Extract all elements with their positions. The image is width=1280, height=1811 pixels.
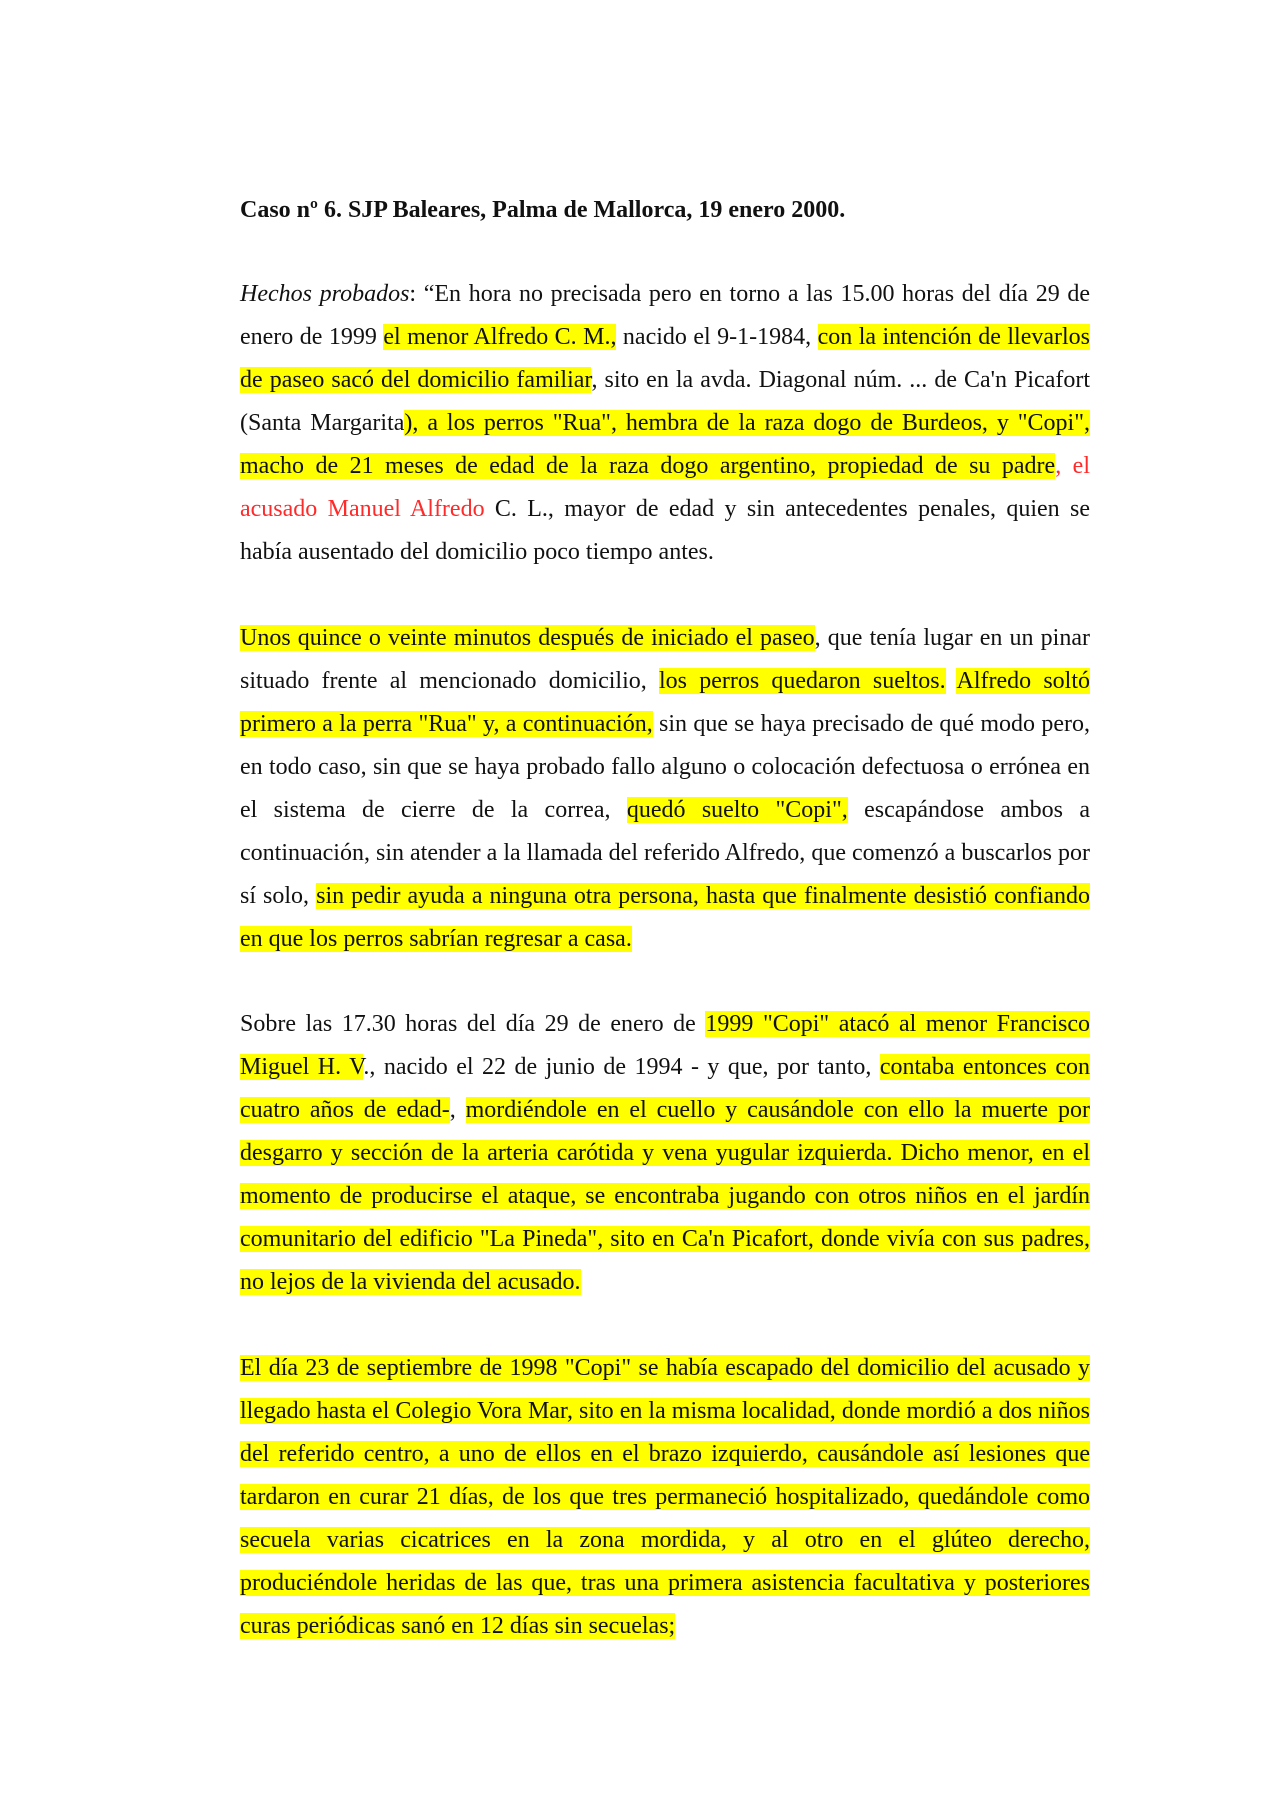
highlighted-segment: Unos quince o veinte minutos después de iniciado el paseo: [240, 625, 815, 651]
text-segment: : “En hora no precisada pero en torno a las 15.00 horas del día 29 de enero de 1999: [240, 281, 1091, 350]
paragraph-hechos-probados: [240, 273, 1090, 574]
text-segment: , sito en la avda. Diagonal núm. ... de Ca'n Picafort (Santa Margarita: [240, 367, 1090, 436]
text-segment: nacido el 9-1-1984,: [616, 324, 818, 350]
highlighted-segment: 1999 "Copi" atacó al menor Francisco Miguel H. V: [240, 1011, 1090, 1080]
highlighted-segment: los perros quedaron sueltos.: [658, 668, 946, 694]
highlighted-segment: El día 23 de septiembre de 1998 "Copi" se había escapado del domicilio del acusado y llegado hasta el Colegio Vora Mar, sito en la misma localidad, donde mordió a dos niños del referido centro, a uno de ellos en el brazo izquierdo, causándole así lesiones que tardaron en curar 21 días, de los que tres permaneció hospitalizado, quedándole como secuela varias cicatrices en la zona mordida, y al otro en el glúteo derecho, produciéndole heridas de las que, tras una primera asistencia facultativa y posteriores curas periódicas sanó en 12 días sin secuelas;: [240, 1355, 1090, 1639]
text-segment: Sobre las 17.30 horas del día 29 de enero de: [240, 1011, 706, 1037]
highlighted-segment: mordiéndole en el cuello y causándole con ello la muerte por desgarro y sección de la arteria carótida y vena yugular izquierda. Dicho menor, en el momento de producirse el ataque, se encontraba jugando con otros niños en el jardín comunitario del edificio "La Pineda", sito en Ca'n Picafort, donde vivía con sus padres, no lejos de la vivienda del acusado.: [240, 1097, 1091, 1295]
highlighted-segment: sin pedir ayuda a ninguna otra persona, hasta que finalmente desistió confiando en que los perros sabrían regresar a casa.: [240, 883, 1091, 952]
text-segment: , que tenía lugar en un pinar situado frente al mencionado domicilio,: [240, 625, 1090, 694]
text-segment: [946, 668, 957, 694]
case-title: Caso nº 6. SJP Baleares, Palma de Mallorca, 19 enero 2000.: [240, 197, 846, 223]
paragraph-paseo: [240, 617, 1090, 961]
highlighted-segment: Alfredo soltó primero a la perra "Rua" y, a continuación,: [240, 668, 1091, 737]
red-text-segment: , el acusado Manuel Alfredo: [240, 453, 1090, 522]
highlighted-segment: con la intención de llevarlos de paseo sacó del domicilio familiar: [240, 324, 1091, 393]
text-segment: escapándose ambos a continuación, sin atender a la llamada del referido Alfredo, que comenzó a buscarlos por sí solo,: [240, 797, 1091, 909]
text-segment: C. L., mayor de edad y sin antecedentes penales, quien se había ausentado del domicilio poco tiempo antes.: [240, 496, 1090, 565]
text-segment: sin que se haya precisado de qué modo pero, en todo caso, sin que se haya probado fallo alguno o colocación defectuosa o errónea en el sistema de cierre de la correa,: [240, 711, 1091, 823]
text-segment: Hechos probados: [240, 281, 410, 307]
highlighted-segment: contaba entonces con cuatro años de edad-: [240, 1054, 1090, 1123]
highlighted-segment: el menor Alfredo C. M.,: [383, 324, 617, 350]
text-segment: ,: [449, 1097, 466, 1123]
paragraph-ataque: [240, 1003, 1090, 1304]
text-segment: ., nacido el 22 de junio de 1994 - y que, por tanto,: [363, 1054, 880, 1080]
highlighted-segment: ), a los perros "Rua", hembra de la raza dogo de Burdeos, y "Copi", macho de 21 meses de edad de la raza dogo argentino, propiedad de su padre: [240, 410, 1091, 479]
highlighted-segment: quedó suelto "Copi",: [626, 797, 848, 823]
paragraph-antecedente: [240, 1347, 1090, 1648]
